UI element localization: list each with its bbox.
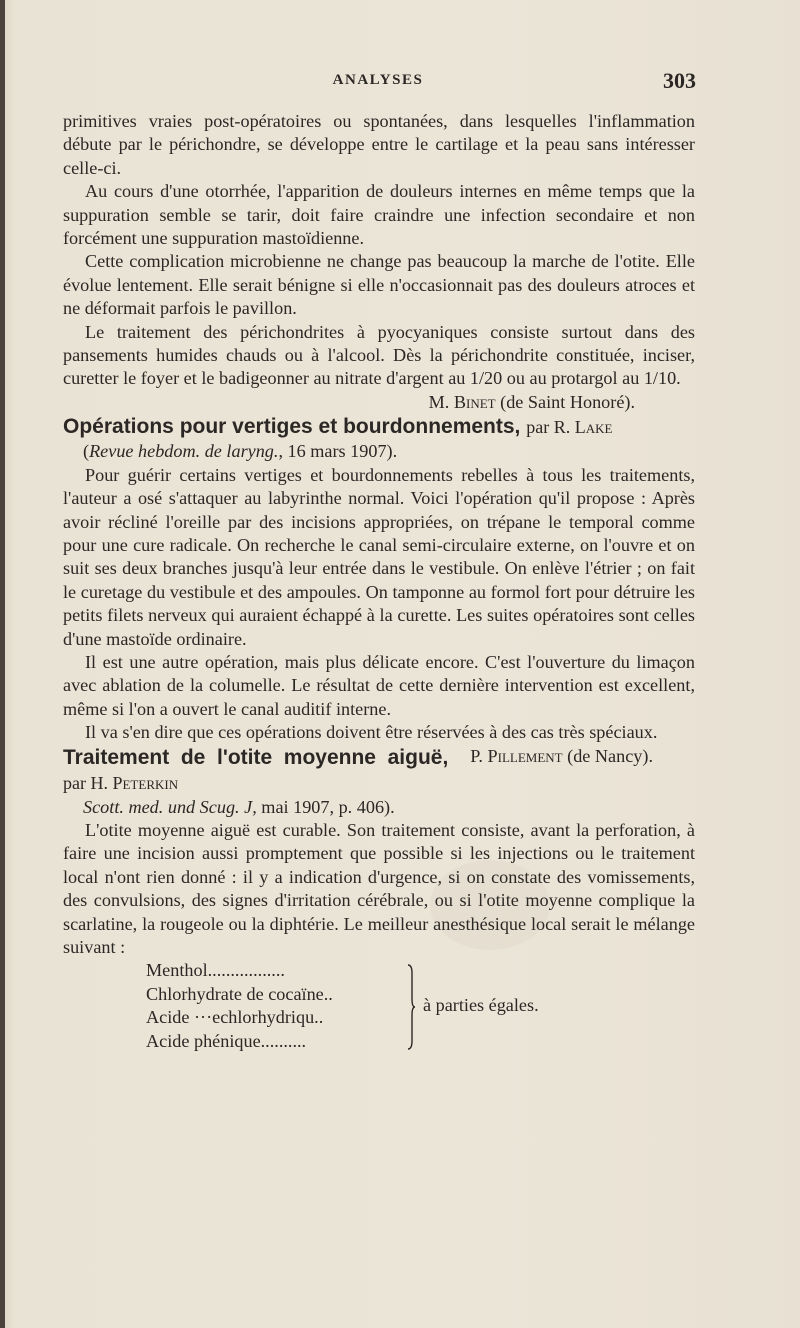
signature: [448, 745, 695, 768]
paragraph: L'otite moyenne aiguë est curable. Son traitement consiste, avant la perforation, à faire une incision aussi promptement que possible si les injections ou le traitement local n'ont rien donné : il y a indication d'urgence, si on constate des vomissements, des convulsions, des signes d'irritation cérébrale, ou si l'otite moyenne complique la scarlatine, la rougeole ou la diphtérie. Le meilleur anesthésique local serait le mélange suivant :: [63, 819, 695, 957]
running-title: ANALYSES: [332, 72, 424, 88]
citation-date: , 16 mars 1907).: [278, 441, 398, 462]
paragraph: Le traitement des périchondrites à pyocyaniques consiste surtout dans des pansements humides chauds ou à l'alcool. Dès la périchondrite constituée, inciser, curetter le foyer et le badigeonner au nitrate d'argent au 1/20 ou au protargol au 1/10.: [63, 321, 695, 389]
ingredient-list: [146, 959, 396, 1053]
ingredient-item: Acide ···echlorhydriqu..: [146, 1007, 324, 1028]
byline-author: Peterkin: [112, 772, 179, 793]
paragraph: Cette complication microbienne ne change pas beaucoup la marche de l'otite. Elle évolue lentement. Elle serait bénigne si elle n'occasionnait pas des douleurs atroces et ne déformait parfois le pavillon.: [63, 251, 695, 319]
article-citation: [63, 440, 695, 463]
paragraph: Il est une autre opération, mais plus délicate encore. C'est l'ouverture du limaçon avec ablation de la columelle. Le résultat de cette dernière intervention est excellent, même si l'on a ouvert le canal auditif interne.: [63, 651, 695, 719]
article-byline: [526, 417, 612, 437]
article-citation: [63, 796, 695, 819]
signature-author: Pillement: [487, 745, 563, 766]
ingredient-item: Chlorhydrate de cocaïne..: [146, 983, 333, 1004]
recipe-list: [63, 959, 695, 1055]
byline-prefix: par H.: [63, 772, 108, 793]
byline-prefix: par R.: [526, 417, 571, 438]
signature-initial: P.: [470, 745, 483, 766]
paragraph: Pour guérir certains vertiges et bourdonnements rebelles à tous les traitements, l'auteur a osé s'attaquer au labyrinthe normal. Voici l'opération qu'il propose : Après avoir récliné l'oreille par des incisions appropriées, on trépane le temporal comme pour une cure radicale. On recherche le canal semi-circulaire externe, on l'ouvre et on suit ses deux branches jusqu'à leur entrée dans le vestibule. On enlève l'étrier ; on fait le curetage du vestibule et des ampoules. On tamponne au formol fort pour détruire les petits filets nerveux qui auraient échappé à la curette. Les suites opératoires sont celles d'une mastoïde ordinaire.: [63, 464, 695, 649]
citation-open: (: [83, 441, 90, 462]
page-content: [63, 110, 695, 1055]
article-title: [63, 414, 695, 440]
article-byline: [63, 773, 178, 793]
signature: [63, 391, 695, 414]
paragraph: Au cours d'une otorrhée, l'apparition de douleurs internes en même temps que la suppuration semble se tarir, doit faire craindre une infection secondaire et non forcément une suppuration mastoïdienne.: [63, 181, 695, 249]
page-header: [60, 70, 696, 100]
page-spine-edge: [0, 0, 5, 1328]
ingredient-item: Acide phénique..........: [146, 1030, 307, 1051]
article-title-text: Opérations pour vertiges et bourdonnements,: [63, 415, 521, 439]
signature-place: (de Saint Honoré).: [500, 391, 635, 412]
brace-icon: [406, 963, 416, 1051]
article-title-text: Traitement de l'otite moyenne aiguë,: [63, 745, 449, 769]
paragraph-text: Il va s'en dire que ces opérations doivent être réservées à des cas très spéciaux.: [85, 722, 658, 743]
paragraph: primitives vraies post-opératoires ou spontanées, dans lesquelles l'inflammation débute par le périchondre, se développe entre le cartilage et la peau sans intéresser celle-ci.: [63, 111, 695, 178]
citation-journal: Scott. med. und Scug. J,: [83, 796, 257, 817]
citation-date: mai 1907, p. 406).: [256, 796, 395, 817]
signature-place: (de Nancy).: [567, 745, 653, 766]
page-number: 303: [663, 68, 696, 93]
signature-author: Binet: [453, 391, 496, 412]
byline-author: Lake: [574, 417, 613, 438]
proportion-note: à parties égales.: [423, 995, 539, 1016]
citation-journal: Revue hebdom. de laryng.: [89, 441, 279, 462]
signature-initial: M.: [428, 391, 450, 412]
ingredient-item: Menthol.................: [146, 960, 285, 981]
